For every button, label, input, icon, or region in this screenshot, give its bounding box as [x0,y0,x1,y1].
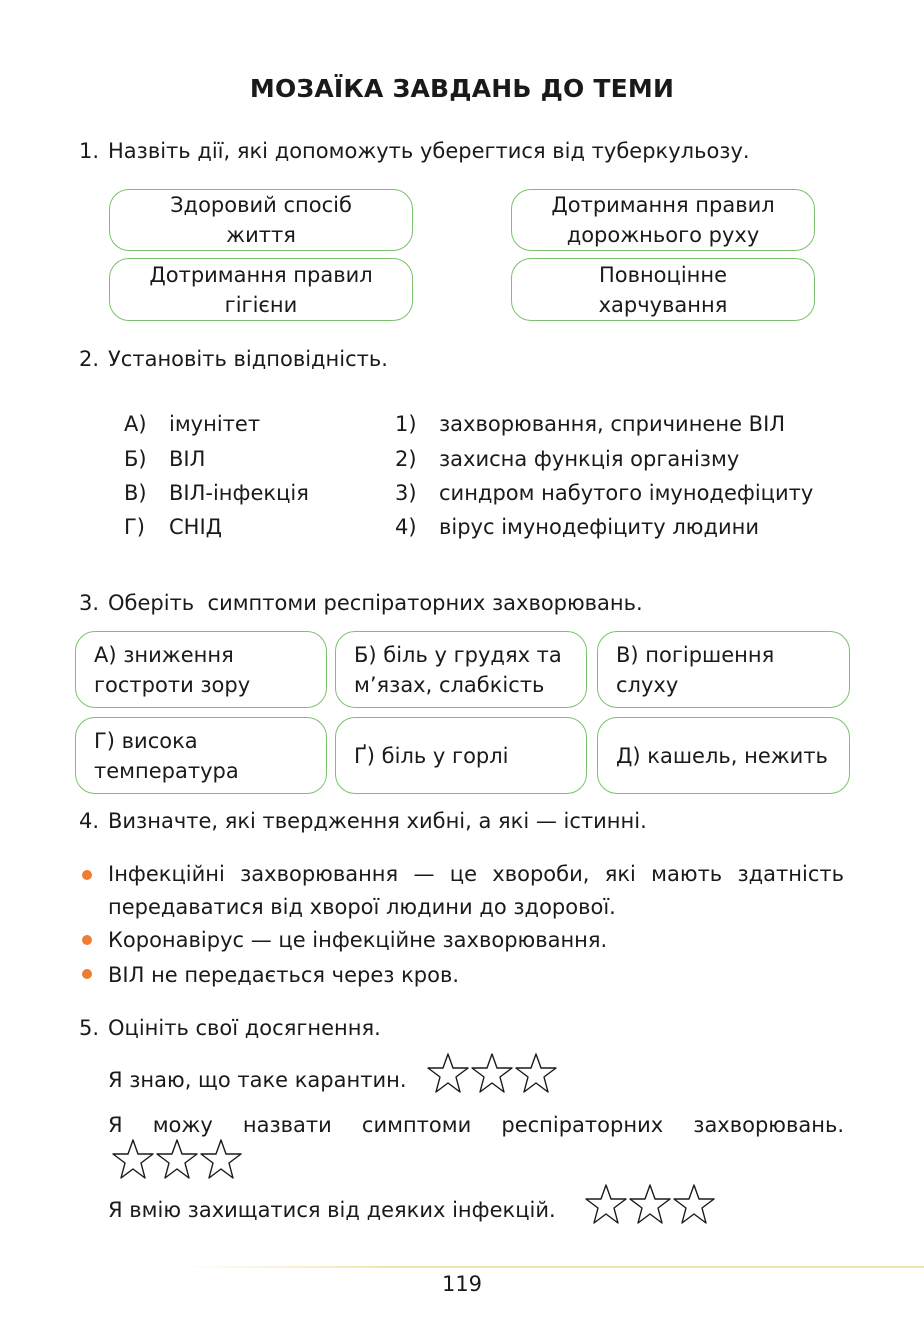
match-right-number: 4) [395,515,417,539]
match-right-value: синдром набутого імунодефіциту [439,481,814,505]
page-number: 119 [441,1272,483,1296]
star-icon[interactable] [470,1052,514,1094]
rating-stars-2[interactable] [111,1138,243,1180]
page-title: МОЗАЇКА ЗАВДАНЬ ДО ТЕМИ [249,74,675,103]
question-2-number: 2. [79,347,100,371]
statement-3: ВІЛ не передається через кров. [108,963,460,987]
q1-option-3-line2: гігієни [224,292,298,317]
q1-option-3-line1: Дотримання правил [149,262,373,287]
question-2-text: Установіть відповідність. [108,347,388,371]
bullet-icon [82,969,92,979]
q3-option-v[interactable] [597,631,850,708]
q3-option-v-line1: В) погіршення [616,642,775,667]
match-right-number: 2) [395,447,417,471]
star-icon[interactable] [199,1138,243,1180]
match-left-letter: В) [124,481,147,505]
q3-option-h-line2: температура [94,758,239,783]
question-1-text: Назвіть дії, які допоможуть уберегтися від туберкульозу. [108,139,750,163]
q3-option-a[interactable] [75,631,327,708]
rating-stars-3[interactable] [584,1183,716,1225]
q1-option-1[interactable] [109,189,413,251]
question-5-number: 5. [79,1016,100,1040]
star-icon[interactable] [628,1183,672,1225]
question-3-text: Оберіть симптоми респіраторних захворювань. [108,591,643,615]
q3-option-g[interactable] [335,717,587,794]
question-5-text: Оцініть свої досягнення. [108,1016,381,1040]
star-icon[interactable] [514,1052,558,1094]
match-right-value: захисна функція організму [439,447,740,471]
star-icon[interactable] [111,1138,155,1180]
self-assessment-3: Я вмію захищатися від деяких інфекцій. [108,1198,556,1222]
q3-option-d[interactable] [597,717,850,794]
match-left-value: імунітет [169,412,261,436]
self-assessment-2: Я можу назвати симптоми респіраторних захворювань. [108,1113,844,1137]
question-3-number: 3. [79,591,100,615]
match-right-value: вірус імунодефіциту людини [439,515,760,539]
q1-option-2-line2: дорожнього руху [566,223,760,247]
q1-option-4[interactable] [511,258,815,321]
footer-divider [180,1266,924,1268]
star-icon[interactable] [672,1183,716,1225]
q1-option-4-line1: Повноцінне [598,262,728,287]
q3-option-d-line1: Д) кашель, нежить [616,743,828,768]
q3-option-b[interactable] [335,631,587,708]
match-left-letter: Г) [124,515,145,539]
match-left-value: ВІЛ [169,447,206,471]
match-left-value: ВІЛ-інфекція [169,481,309,505]
question-4-text: Визначте, які твердження хибні, а які — істинні. [108,809,647,833]
q1-option-2[interactable] [511,189,815,251]
match-left-letter: Б) [124,447,147,471]
star-icon[interactable] [584,1183,628,1225]
question-1-number: 1. [79,139,100,163]
q3-option-b-line1: Б) біль у грудях та [354,642,562,667]
q3-option-h-line1: Г) висока [94,728,198,753]
q1-option-3[interactable] [109,258,413,321]
statement-1: Інфекційні захворювання — це хвороби, які мають здатність передаватися від хворої людини до здорової. [108,862,844,919]
star-icon[interactable] [426,1052,470,1094]
match-left-value: СНІД [169,515,223,539]
q1-option-1-line1: Здоровий спосіб [170,193,352,217]
q3-option-a-line2: гостроти зору [94,672,251,697]
bullet-icon [82,870,92,880]
q3-option-a-line1: А) зниження [94,642,234,667]
statement-2: Коронавірус — це інфекційне захворювання. [108,928,608,952]
q1-option-4-line2: харчування [598,292,728,317]
q1-option-1-line2: життя [226,223,296,247]
q3-option-h[interactable] [75,717,327,794]
self-assessment-1: Я знаю, що таке карантин. [108,1068,407,1092]
q3-option-b-line2: м’язах, слабкість [354,672,545,697]
bullet-icon [82,935,92,945]
star-icon[interactable] [155,1138,199,1180]
match-right-number: 1) [395,412,417,436]
q3-option-v-line2: слуху [616,672,679,697]
question-4-number: 4. [79,809,100,833]
match-left-letter: А) [124,412,147,436]
q3-option-g-line1: Ґ) біль у горлі [354,743,509,768]
q1-option-2-line1: Дотримання правил [551,193,775,217]
match-right-value: захворювання, спричинене ВІЛ [439,412,786,436]
rating-stars-1[interactable] [426,1052,558,1094]
match-right-number: 3) [395,481,417,505]
